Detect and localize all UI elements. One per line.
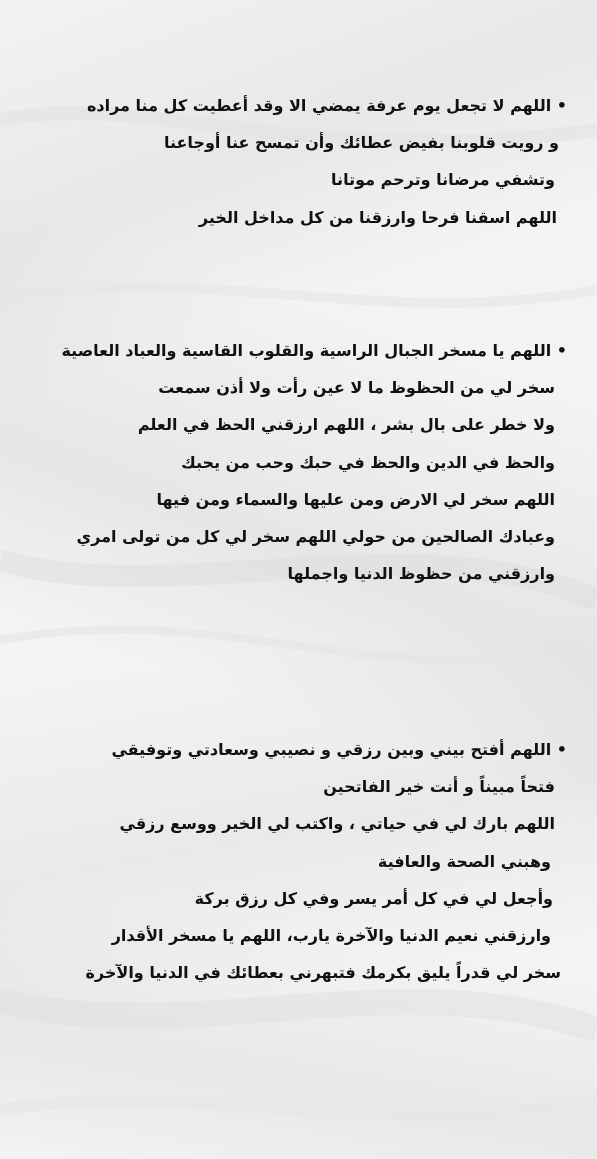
dua-line: ولا خطر على بال بشر ، اللهم ارزقني الحظ في العلم [137,415,555,435]
dua-line: وارزقني نعيم الدنيا والآخرة يارب، اللهم يا مسخر الأقدار [111,925,551,945]
dua-line: • اللهم يا مسخر الجبال الراسية والقلوب القاسية والعباد العاصية [61,341,567,360]
dua-line: • اللهم أفتح بيني وبين رزقي و نصيبي وسعادتي وتوفيقي [111,740,567,759]
dua-line: اللهم سخر لي الارض ومن عليها والسماء ومن فيها [156,489,555,509]
dua-line: و رويت قلوبنا بفيض عطائك وأن تمسح عنا أوجاعنا [163,133,559,153]
dua-line: وأجعل لي في كل أمر يسر وفي كل رزق بركة [194,888,553,908]
dua-line: • اللهم لا تجعل يوم عرفة يمضي الا وقد أعطيت كل منا مراده [86,96,567,115]
dua-line: وعبادك الصالحين من حولي اللهم سخر لي كل من تولى امري [76,526,555,546]
dua-line: اللهم اسقنا فرحا وارزقنا من كل مداخل الخير [198,207,557,227]
dua-block-2 [20,341,567,601]
dua-block-1 [20,96,567,245]
dua-line: وتشفي مرضانا وترحم موتانا [331,170,555,190]
dua-line: فتحاً مبيناً و أنت خير الفاتحين [323,777,555,797]
dua-line: اللهم بارك لي في حياتي ، واكتب لي الخير ووسع رزقي [119,814,555,834]
dua-line: والحظ في الدين والحظ في حبك وحب من يحبك [181,452,555,472]
dua-line: وارزقني من حظوظ الدنيا واجملها [287,564,555,584]
dua-line: وهبني الصحة والعافية [377,851,551,871]
dua-line: سخر لي من الحظوظ ما لا عين رأت ولا أذن سمعت [158,378,555,398]
dua-block-3 [20,740,567,1000]
dua-line: سخر لي قدراً يليق بكرمك فتبهرني بعطائك في الدنيا والآخرة [85,963,561,983]
